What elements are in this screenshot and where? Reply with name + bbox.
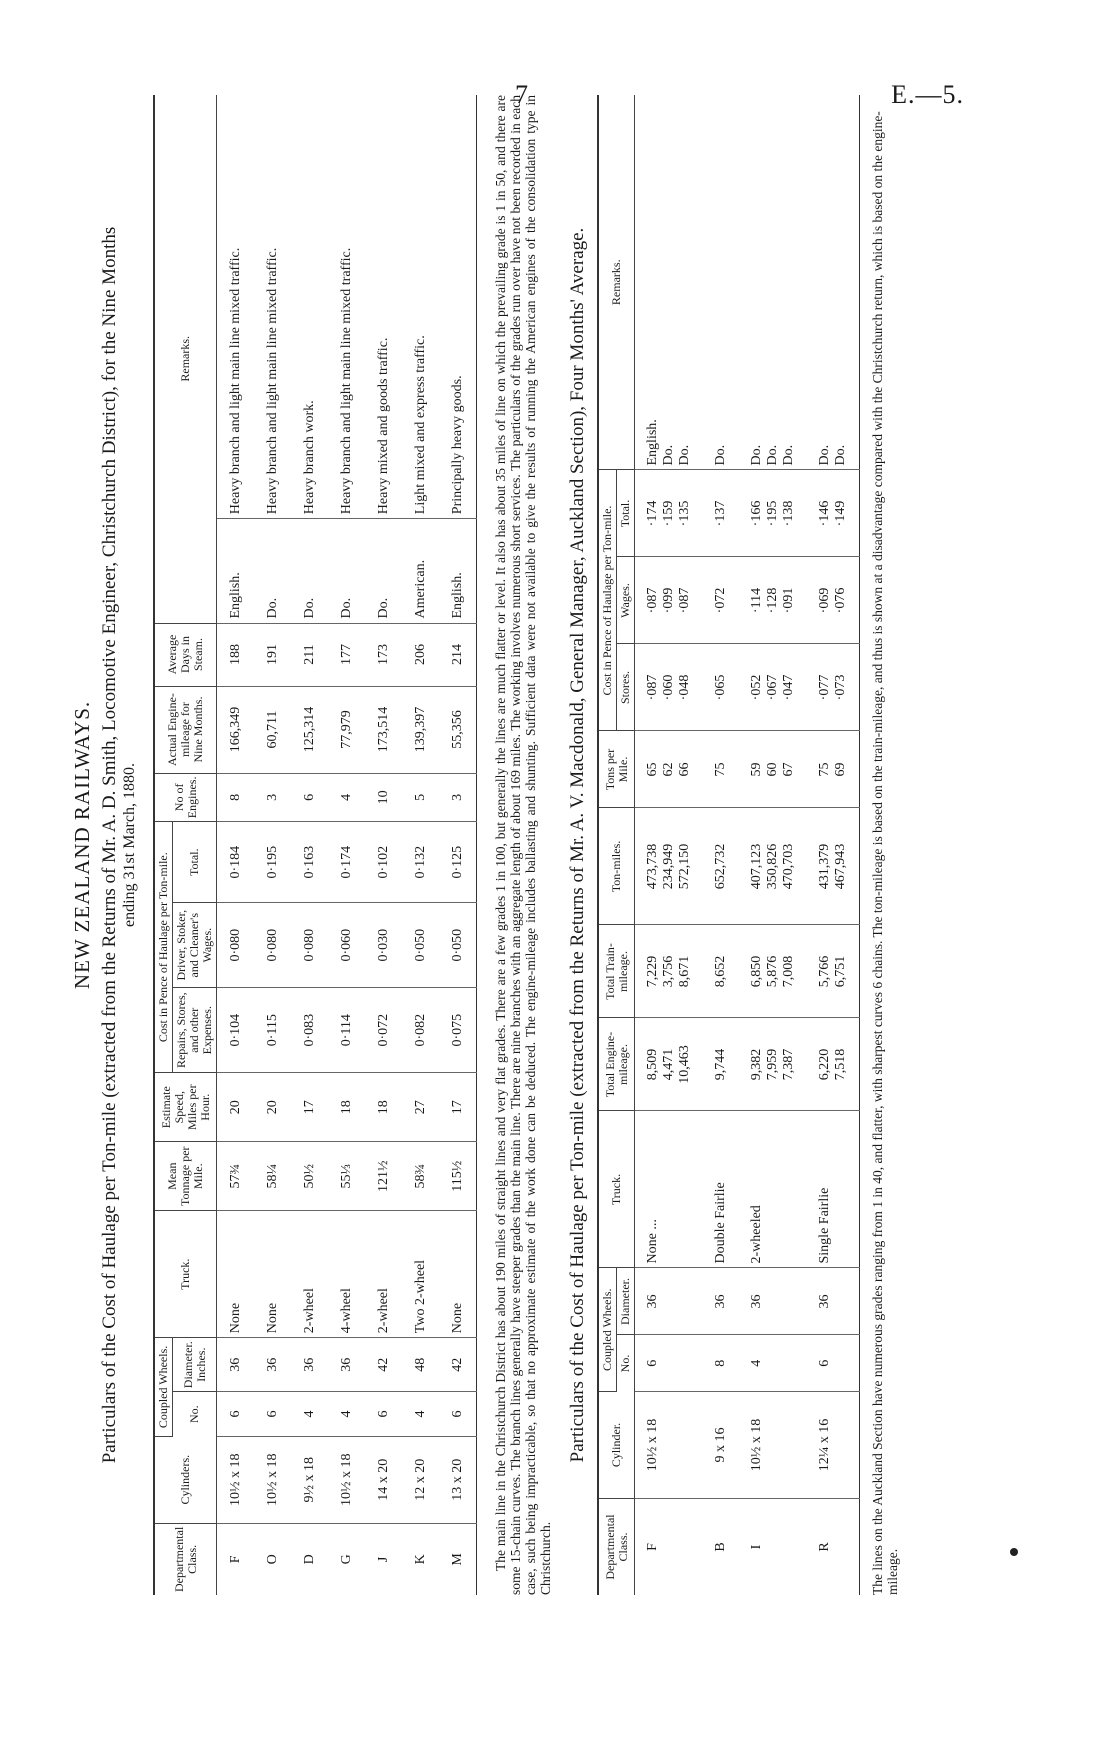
cell-truck: 2-wheel: [365, 1211, 402, 1338]
table1-title-line2: ending 31st March, 1880.: [121, 763, 138, 927]
cell-total: 0·184: [217, 822, 255, 903]
cell-days: 211: [291, 623, 328, 686]
table-row: [328, 95, 365, 1595]
cell-truck: 4-wheel: [328, 1211, 365, 1338]
header-diameter: Diameter. Inches.: [173, 1338, 217, 1392]
cell-total: [807, 470, 860, 557]
cell-dia: 36: [291, 1338, 328, 1392]
cell-value: 59: [749, 762, 764, 777]
cell-ton: [703, 808, 739, 925]
cell-truck: None ...: [635, 1111, 704, 1268]
cell-wages: 0·080: [217, 903, 255, 988]
cell-wages: 0·080: [254, 903, 291, 988]
cell-remarks: [635, 95, 704, 470]
cell-value: 6,220: [817, 1048, 832, 1081]
cell-value: 7,387: [781, 1048, 796, 1081]
cell-no: 4: [739, 1335, 807, 1392]
cell-value: 7,008: [781, 955, 796, 988]
cell-cyl: 10½ x 18: [328, 1436, 365, 1523]
cell-value: ·087: [645, 674, 660, 701]
table-row: [402, 95, 439, 1595]
cell-total: 0·174: [328, 822, 365, 903]
cell-truck: 2-wheeled: [739, 1111, 807, 1268]
cell-speed: 27: [402, 1073, 439, 1142]
cell-repairs: 0·114: [328, 988, 365, 1073]
cell-value: 75: [713, 762, 728, 777]
cell-total: 0·163: [291, 822, 328, 903]
cell-dia: 36: [254, 1338, 291, 1392]
cell-tonnage: 58¾: [402, 1142, 439, 1211]
cell-truck: None: [217, 1211, 255, 1338]
cell-value: 8,671: [677, 955, 692, 988]
cell-dia: 36: [217, 1338, 255, 1392]
cell-value: 9,382: [749, 1048, 764, 1081]
cell-value: Do.: [661, 444, 676, 466]
cell-value: 470,703: [781, 843, 796, 890]
cell-repairs: 0·082: [402, 988, 439, 1073]
cell-cls: K: [412, 1554, 428, 1565]
cell-tonnage: 55⅓: [328, 1142, 365, 1211]
table-row: [365, 95, 402, 1595]
cell-value: ·087: [645, 587, 660, 614]
cell-total: [703, 470, 739, 557]
header-cylinders: Cylinders.: [154, 1436, 217, 1523]
cell-days: 173: [365, 623, 402, 686]
header-engines: No of Engines.: [154, 773, 217, 822]
cell-engines: 5: [402, 773, 439, 822]
cell-value: ·159: [661, 500, 676, 527]
header-mileage: Actual Engine-mileage for Nine Months.: [154, 686, 217, 773]
cell-dia: 48: [402, 1338, 439, 1392]
cell-value: ·166: [749, 500, 764, 527]
cell-tonnage: 115½: [439, 1142, 477, 1211]
cell-wages: 0·050: [439, 903, 477, 988]
header-class: Departmental Class.: [154, 1523, 217, 1595]
cell-value: ·060: [661, 674, 676, 701]
cell-repairs: 0·104: [217, 988, 255, 1073]
cell-value: ·091: [781, 587, 796, 614]
header-cost-group: Cost in Pence of Haulage per Ton-mile.: [154, 822, 173, 1073]
header-coupled-wheels: Coupled Wheels.: [154, 1338, 173, 1436]
t2-header-truck: Truck.: [598, 1111, 635, 1268]
header-wages: Driver, Stoker, and Cleaner's Wages.: [173, 903, 217, 988]
t2-header-stores: Stores.: [617, 644, 635, 731]
cell-stores: [703, 644, 739, 731]
cell-mileage: 125,314: [291, 686, 328, 773]
cell-no: 6: [807, 1335, 860, 1392]
cell-wages: [807, 557, 860, 644]
cell-dia: 36: [328, 1338, 365, 1392]
cell-wages: [635, 557, 704, 644]
cell-value: ·048: [677, 674, 692, 701]
cell-remark: Heavy mixed and goods traffic.: [365, 95, 402, 519]
cell-days: 188: [217, 623, 255, 686]
cell-remark: Principally heavy goods.: [439, 95, 477, 519]
cell-value: 407,123: [749, 843, 764, 890]
cell-value: 350,826: [765, 843, 780, 890]
cell-value: ·149: [833, 500, 848, 527]
t2-header-cost-group: Cost in Pence of Haulage per Ton-mile.: [598, 470, 617, 731]
cell-value: 652,732: [713, 843, 728, 890]
cell-value: 234,949: [661, 843, 676, 890]
cell-value: Do.: [833, 444, 848, 466]
table-row: [291, 95, 328, 1595]
cell-truck: 2-wheel: [291, 1211, 328, 1338]
cell-value: 62: [661, 762, 676, 777]
cell-engine: [635, 1018, 704, 1111]
cell-engine: [739, 1018, 807, 1111]
table-row: [635, 95, 704, 1595]
cell-value: 69: [833, 762, 848, 777]
cell-value: ·069: [817, 587, 832, 614]
cell-speed: 18: [328, 1073, 365, 1142]
cell-cyl: 10½ x 18: [254, 1436, 291, 1523]
cell-speed: 20: [217, 1073, 255, 1142]
cell-cls: J: [375, 1556, 391, 1563]
auckland-table: [597, 95, 860, 1595]
cell-mileage: 55,356: [439, 686, 477, 773]
cell-train: [807, 925, 860, 1018]
t2-header-class: Departmental Class.: [598, 1499, 635, 1596]
table-row: [254, 95, 291, 1595]
cell-ton: [739, 808, 807, 925]
cell-value: ·195: [765, 500, 780, 527]
cell-dia: 42: [439, 1338, 477, 1392]
table-row: [217, 95, 255, 1595]
cell-value: ·087: [677, 587, 692, 614]
cell-value: ·073: [833, 674, 848, 701]
cell-value: 6,751: [833, 955, 848, 988]
cell-engines: 4: [328, 773, 365, 822]
cell-stores: [807, 644, 860, 731]
cell-value: 75: [817, 762, 832, 777]
cell-remark: Heavy branch and light main line mixed traffic.: [254, 95, 291, 519]
cell-tonnage: 58¼: [254, 1142, 291, 1211]
cell-mileage: 60,711: [254, 686, 291, 773]
cell-speed: 17: [439, 1073, 477, 1142]
t2-header-wages: Wages.: [617, 557, 635, 644]
cell-mileage: 139,397: [402, 686, 439, 773]
cell-value: 67: [781, 762, 796, 777]
cell-days: 177: [328, 623, 365, 686]
cell-dia: 36: [703, 1268, 739, 1335]
cell-ton: [807, 808, 860, 925]
cell-truck: Two 2-wheel: [402, 1211, 439, 1338]
cell-no: 4: [291, 1392, 328, 1437]
cell-cyl: 10½ x 18: [635, 1392, 704, 1499]
cell-mileage: 77,979: [328, 686, 365, 773]
cell-value: 8,652: [713, 955, 728, 988]
rotated-page: [0, 65, 1114, 1755]
cell-value: 8,509: [645, 1048, 660, 1081]
cell-speed: 20: [254, 1073, 291, 1142]
document-reference: E.—5.: [891, 80, 964, 109]
cell-tons: [635, 731, 704, 808]
cell-remark: Heavy branch and light main line mixed traffic.: [217, 95, 255, 519]
cell-no: 6: [254, 1392, 291, 1437]
header-tonnage: Mean Tonnage per Mile.: [154, 1142, 217, 1211]
header-no: No.: [173, 1392, 217, 1437]
table1-title: Particulars of the Cost of Haulage per Ton-mile (extracted from the Returns of Mr. A. D. Smith, Locomotive Engineer, Christchurch District), for the Nine Months: [99, 226, 120, 1464]
t2-header-train-mileage: Total Train-mileage.: [598, 925, 635, 1018]
t2-header-coupled-wheels: Coupled Wheels.: [598, 1268, 617, 1392]
cell-remark: Heavy branch and light main line mixed traffic.: [328, 95, 365, 519]
cell-value: 431,379: [817, 843, 832, 890]
t2-header-cylinder: Cylinder.: [598, 1392, 635, 1499]
page-number: 7: [515, 80, 528, 109]
cell-value: ·138: [781, 500, 796, 527]
t2-header-no: No.: [617, 1335, 635, 1392]
cell-dia: 36: [807, 1268, 860, 1335]
ink-spot: [1010, 1548, 1018, 1556]
cell-stores: [635, 644, 704, 731]
cell-mileage: 173,514: [365, 686, 402, 773]
cell-cyl: 12¼ x 16: [807, 1392, 860, 1499]
t2-header-remarks: Remarks.: [598, 95, 635, 470]
cell-dia: 42: [365, 1338, 402, 1392]
cell-value: 3,756: [661, 955, 676, 988]
table-row: [439, 95, 477, 1595]
cell-wages: 0·060: [328, 903, 365, 988]
cell-total: 0·132: [402, 822, 439, 903]
header-truck: Truck.: [154, 1211, 217, 1338]
cell-wages: 0·050: [402, 903, 439, 988]
cell-cyl: 13 x 20: [439, 1436, 477, 1523]
table-row: [807, 95, 860, 1595]
cell-train: [739, 925, 807, 1018]
cell-value: 473,738: [645, 843, 660, 890]
cell-value: 7,959: [765, 1048, 780, 1081]
cell-tons: [703, 731, 739, 808]
cell-value: ·047: [781, 674, 796, 701]
cell-value: 66: [677, 762, 692, 777]
cell-engine: [807, 1018, 860, 1111]
cell-total: 0·125: [439, 822, 477, 903]
cell-cls: G: [338, 1554, 354, 1565]
t2-header-total: Total.: [617, 470, 635, 557]
cell-repairs: 0·072: [365, 988, 402, 1073]
cell-truck: None: [439, 1211, 477, 1338]
cell-total: [635, 470, 704, 557]
cell-value: 4,471: [661, 1048, 676, 1081]
cell-cls: R: [817, 1542, 832, 1552]
cell-origin: Do.: [328, 519, 365, 623]
cell-value: 467,943: [833, 843, 848, 890]
cell-days: 191: [254, 623, 291, 686]
cell-engines: 8: [217, 773, 255, 822]
cell-value: ·065: [713, 674, 728, 701]
cell-value: Do.: [781, 444, 796, 466]
cell-remarks: [703, 95, 739, 470]
cell-total: [739, 470, 807, 557]
cell-repairs: 0·083: [291, 988, 328, 1073]
cell-cyl: 10½ x 18: [217, 1436, 255, 1523]
cell-value: Do.: [677, 444, 692, 466]
cell-engines: 3: [439, 773, 477, 822]
cell-value: 60: [765, 762, 780, 777]
cell-wages: 0·030: [365, 903, 402, 988]
table-row: [739, 95, 807, 1595]
cell-speed: 17: [291, 1073, 328, 1142]
cell-origin: Do.: [254, 519, 291, 623]
cell-no: 6: [635, 1335, 704, 1392]
header-days: Average Days in Steam.: [154, 623, 217, 686]
cell-value: ·137: [713, 500, 728, 527]
cell-days: 206: [402, 623, 439, 686]
cell-engines: 3: [254, 773, 291, 822]
cell-stores: [739, 644, 807, 731]
t2-header-ton-miles: Ton-miles.: [598, 808, 635, 925]
cell-tons: [807, 731, 860, 808]
cell-wages: [739, 557, 807, 644]
cell-value: 7,229: [645, 955, 660, 988]
table2-title: Particulars of the Cost of Haulage per Ton-mile (extracted from the Returns of Mr. A. V. Macdonald, General Manager, Auckland Section), Four Months' Average.: [567, 227, 588, 1463]
cell-value: 65: [645, 762, 660, 777]
cell-truck: None: [254, 1211, 291, 1338]
cell-days: 214: [439, 623, 477, 686]
cell-engine: [703, 1018, 739, 1111]
cell-value: Do.: [765, 444, 780, 466]
table-row: [703, 95, 739, 1595]
cell-train: [635, 925, 704, 1018]
cell-value: ·077: [817, 674, 832, 701]
cell-origin: American.: [402, 519, 439, 623]
cell-cls: F: [645, 1543, 660, 1551]
auckland-table-body: [635, 95, 860, 1595]
cell-tons: [739, 731, 807, 808]
cell-repairs: 0·115: [254, 988, 291, 1073]
cell-no: 4: [402, 1392, 439, 1437]
cell-value: ·076: [833, 587, 848, 614]
cell-value: ·099: [661, 587, 676, 614]
t2-header-tons-per-mile: Tons per Mile.: [598, 731, 635, 808]
cell-value: 5,876: [765, 955, 780, 988]
cell-value: 572,150: [677, 843, 692, 890]
cell-no: 6: [439, 1392, 477, 1437]
cell-engines: 10: [365, 773, 402, 822]
cell-cls: B: [713, 1542, 728, 1552]
cell-remarks: [739, 95, 807, 470]
cell-value: Do.: [817, 444, 832, 466]
cell-no: 4: [328, 1392, 365, 1437]
cell-value: 5,766: [817, 955, 832, 988]
cell-total: 0·102: [365, 822, 402, 903]
auckland-note: The lines on the Auckland Section have numerous grades ranging from 1 in 40, and flatter, with sharpest curves 6 chains. The ton-mileage is based on the train-mileage, and thus is shown at a disadvantage compared with the Christchurch return, which is based on the engine-mileage.: [870, 111, 900, 1595]
cell-value: Do.: [749, 444, 764, 466]
header-total: Total.: [173, 822, 217, 903]
t2-header-engine-mileage: Total Engine-mileage.: [598, 1018, 635, 1111]
christchurch-table: [153, 95, 477, 1595]
cell-speed: 18: [365, 1073, 402, 1142]
cell-cyl: 9½ x 18: [291, 1436, 328, 1523]
cell-dia: 36: [635, 1268, 704, 1335]
cell-tonnage: 50½: [291, 1142, 328, 1211]
header-speed: Estimate Speed, Miles per Hour.: [154, 1073, 217, 1142]
cell-truck: Single Fairlie: [807, 1111, 860, 1268]
cell-origin: English.: [217, 519, 255, 623]
cell-wages: 0·080: [291, 903, 328, 988]
cell-value: English.: [645, 419, 660, 466]
cell-engines: 6: [291, 773, 328, 822]
cell-value: ·052: [749, 674, 764, 701]
header-remarks: Remarks.: [154, 95, 217, 623]
cell-origin: English.: [439, 519, 477, 623]
cell-cls: M: [449, 1553, 465, 1566]
cell-value: ·135: [677, 500, 692, 527]
cell-cls: D: [301, 1554, 317, 1565]
christchurch-table-body: [217, 95, 477, 1595]
cell-cls: F: [227, 1555, 243, 1564]
cell-value: ·174: [645, 500, 660, 527]
cell-value: ·128: [765, 587, 780, 614]
cell-ton: [635, 808, 704, 925]
cell-value: 6,850: [749, 955, 764, 988]
page-content: [70, 95, 900, 1595]
cell-repairs: 0·075: [439, 988, 477, 1073]
cell-cyl: 12 x 20: [402, 1436, 439, 1523]
cell-no: 6: [217, 1392, 255, 1437]
main-title: NEW ZEALAND RAILWAYS.: [70, 700, 94, 990]
cell-no: 6: [365, 1392, 402, 1437]
cell-value: Do.: [713, 444, 728, 466]
cell-value: ·114: [749, 587, 764, 614]
cell-value: 10,463: [677, 1045, 692, 1084]
cell-total: 0·195: [254, 822, 291, 903]
cell-dia: 36: [739, 1268, 807, 1335]
cell-cyl: 10½ x 18: [739, 1392, 807, 1499]
cell-origin: Do.: [365, 519, 402, 623]
cell-remark: Light mixed and express traffic.: [402, 95, 439, 519]
cell-mileage: 166,349: [217, 686, 255, 773]
cell-origin: Do.: [291, 519, 328, 623]
cell-remarks: [807, 95, 860, 470]
cell-cls: O: [264, 1554, 280, 1565]
t2-header-diameter: Diameter.: [617, 1268, 635, 1335]
cell-tonnage: 121½: [365, 1142, 402, 1211]
christchurch-note: The main line in the Christchurch District has about 190 miles of straight lines and very flat grades. There are a few grades 1 in 100, but generally the lines are much flatter or level. It also has about 35 miles of line on which the prevailing grade is 1 in 50, and there are some 15-chain curves. The branch lines generally have steeper grades than the main line. There are nine branches with an aggregate length of about 169 miles. The working involves numerous short services. The particulars of the grades run over have not been recorded in each case, such being impracticable, so that no approximate estimate of the work done can be deduced. The engine-mileage includes ballasting and shunting. Sufficient data were not available to give the results of running the American engines of the consolidation type in Christchurch.: [493, 95, 553, 1595]
cell-cls: I: [749, 1544, 764, 1550]
cell-cyl: 14 x 20: [365, 1436, 402, 1523]
cell-wages: [703, 557, 739, 644]
cell-train: [703, 925, 739, 1018]
header-repairs: Repairs, Stores, and other Expenses.: [173, 988, 217, 1073]
cell-value: ·146: [817, 500, 832, 527]
cell-value: 7,518: [833, 1048, 848, 1081]
cell-value: ·072: [713, 587, 728, 614]
cell-remark: Heavy branch work.: [291, 95, 328, 519]
cell-truck: Double Fairlie: [703, 1111, 739, 1268]
cell-tonnage: 57¾: [217, 1142, 255, 1211]
cell-value: ·067: [765, 674, 780, 701]
cell-no: 8: [703, 1335, 739, 1392]
cell-cyl: 9 x 16: [703, 1392, 739, 1499]
cell-value: 9,744: [713, 1048, 728, 1081]
